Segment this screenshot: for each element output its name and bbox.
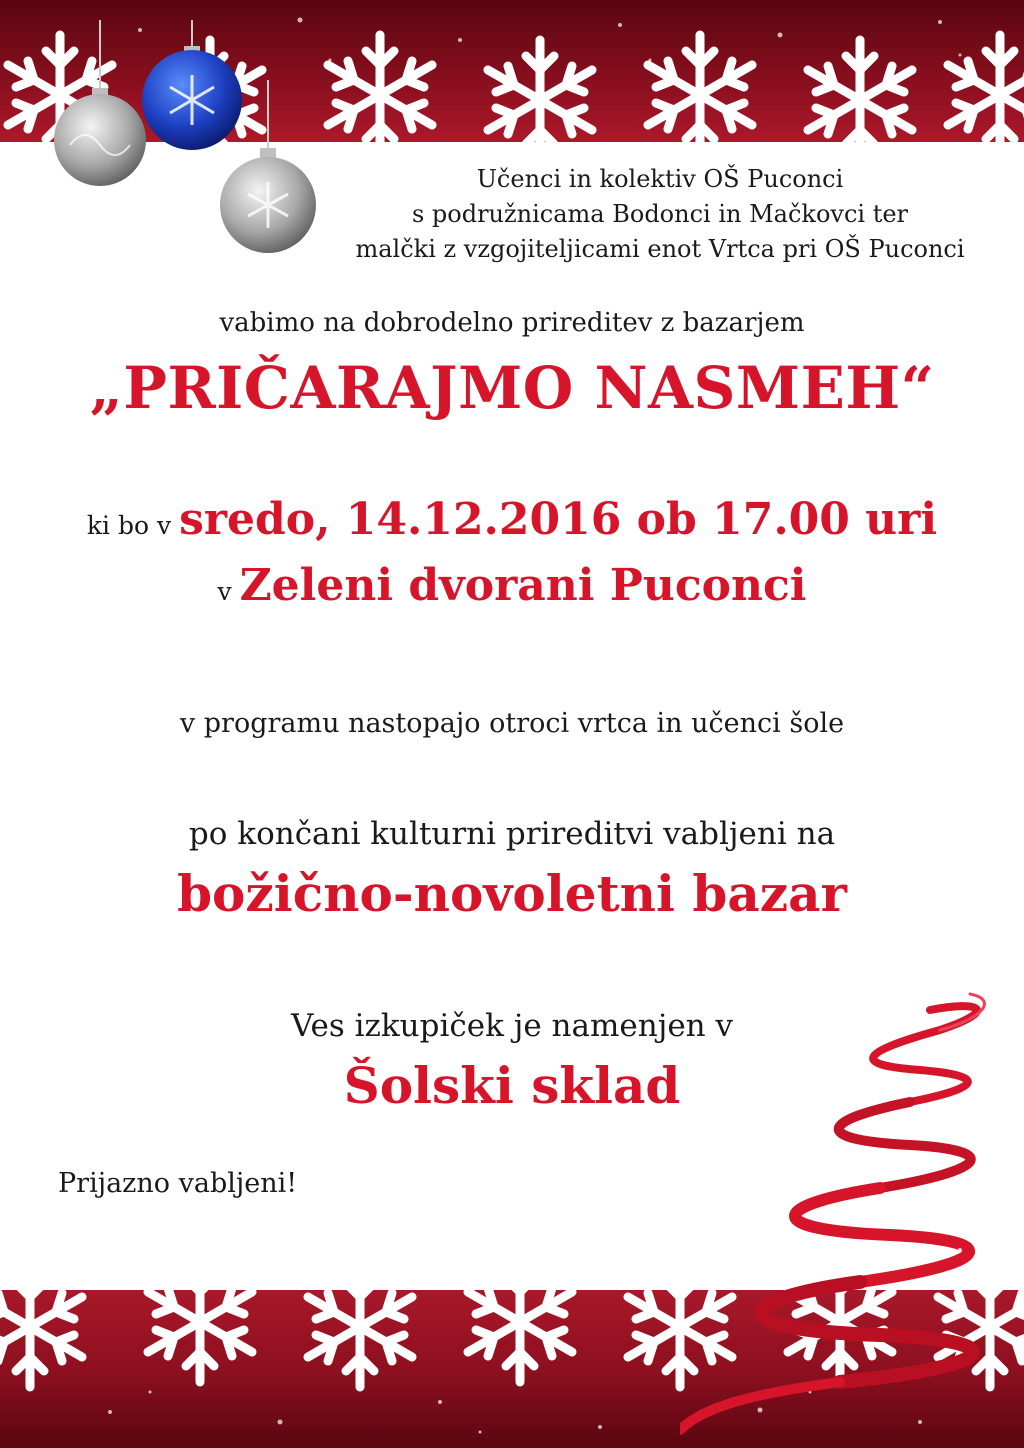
silver-ornament-left-icon bbox=[54, 88, 146, 186]
school-fund-title: Šolski sklad bbox=[343, 1056, 681, 1115]
organizers-intro bbox=[330, 162, 990, 267]
after-program-text: po končani kulturni prireditvi vabljeni na bbox=[188, 816, 836, 852]
silver-ornament-right-icon bbox=[220, 148, 316, 253]
invite-text: vabimo na dobrodelno prireditev z bazarjem bbox=[219, 308, 805, 338]
event-location-line bbox=[0, 560, 1024, 611]
bazar-title: božično-novoletni bazar bbox=[177, 864, 847, 923]
event-title: „PRIČARAJMO NASMEH“ bbox=[89, 354, 935, 422]
christmas-ornaments bbox=[40, 20, 340, 270]
proceeds-text: Ves izkupiček je namenjen v bbox=[290, 1008, 733, 1044]
event-date-time: sredo, 14.12.2016 ob 17.00 uri bbox=[179, 494, 938, 545]
ribbon-christmas-tree bbox=[680, 990, 1024, 1448]
event-location: Zeleni dvorani Puconci bbox=[239, 560, 807, 611]
date-prefix: ki bo v bbox=[86, 511, 172, 540]
intro-line-2: s podružnicama Bodonci in Mačkovci ter bbox=[411, 200, 909, 228]
program-text: v programu nastopajo otroci vrtca in učenci šole bbox=[179, 708, 845, 739]
blue-ornament-icon bbox=[142, 46, 242, 150]
event-date-line bbox=[0, 494, 1024, 545]
closing-greeting: Prijazno vabljeni! bbox=[58, 1168, 298, 1199]
location-prefix: v bbox=[217, 577, 232, 606]
intro-line-3: malčki z vzgojiteljicami enot Vrtca pri OŠ Puconci bbox=[355, 235, 965, 263]
intro-line-1: Učenci in kolektiv OŠ Puconci bbox=[476, 165, 844, 193]
